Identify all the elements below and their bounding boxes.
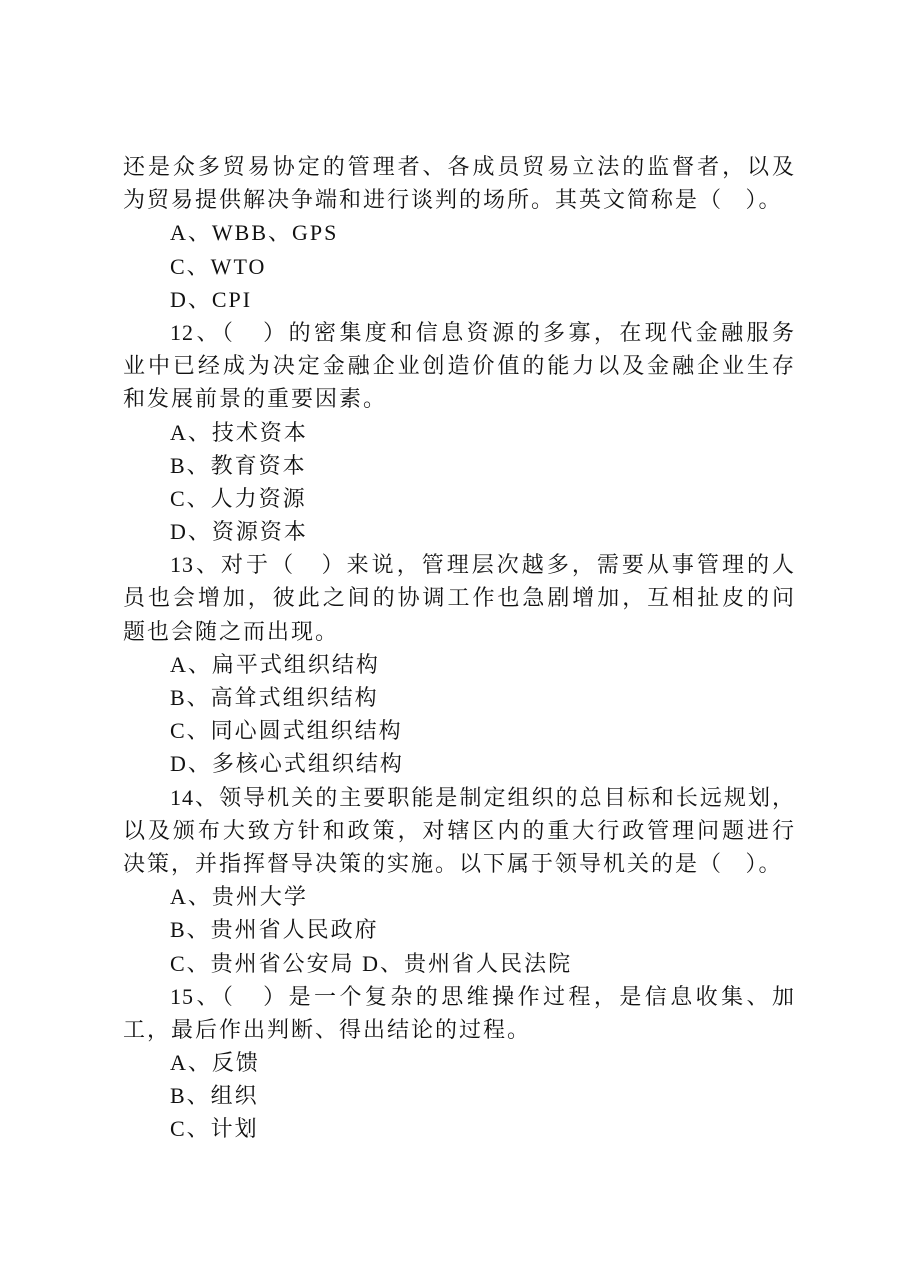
question-stem-line: 业中已经成为决定金融企业创造价值的能力以及金融企业生存 xyxy=(123,353,795,379)
question-stem-line: 还是众多贸易协定的管理者、各成员贸易立法的监督者，以及 xyxy=(123,154,795,179)
question-stem-line: 13、对于（ ）来说，管理层次越多，需要从事管理的人 xyxy=(170,552,795,578)
option-c-d: C、贵州省公安局 D、贵州省人民法院 xyxy=(170,950,573,976)
option-a: A、反馈 xyxy=(170,1050,260,1076)
question-stem-line: 以及颁布大致方针和政策，对辖区内的重大行政管理问题进行 xyxy=(123,817,795,843)
option-a: A、技术资本 xyxy=(170,419,308,445)
option-b: B、组织 xyxy=(170,1083,259,1109)
option-d: D、多核心式组织结构 xyxy=(170,751,404,777)
option-c: C、计划 xyxy=(170,1116,259,1142)
question-13 xyxy=(123,548,795,780)
option-b: B、高耸式组织结构 xyxy=(170,685,379,710)
option-b: B、教育资本 xyxy=(170,452,307,478)
question-stem-line: 工，最后作出判断、得出结论的过程。 xyxy=(123,1016,532,1042)
option-c: C、人力资源 xyxy=(170,485,307,511)
question-12 xyxy=(123,316,795,548)
option-a: A、WBB、GPS xyxy=(170,220,339,246)
question-stem-line: 15、（ ）是一个复杂的思维操作过程，是信息收集、加 xyxy=(170,983,795,1009)
question-stem-line: 决策，并指挥督导决策的实施。以下属于领导机关的是（ ）。 xyxy=(123,850,783,876)
option-c: C、WTO xyxy=(170,253,267,279)
option-d: D、资源资本 xyxy=(170,519,308,545)
option-a: A、扁平式组织结构 xyxy=(170,651,380,677)
question-stem-line: 12、（ ）的密集度和信息资源的多寡，在现代金融服务 xyxy=(170,319,795,345)
question-stem-line: 题也会随之而出现。 xyxy=(123,618,340,644)
option-c: C、同心圆式组织结构 xyxy=(170,718,403,744)
question-11-continued xyxy=(123,150,795,316)
option-a: A、贵州大学 xyxy=(170,884,308,910)
question-15 xyxy=(123,980,795,1146)
document-page xyxy=(123,150,795,1146)
question-14 xyxy=(123,781,795,980)
question-stem-line: 和发展前景的重要因素。 xyxy=(123,386,388,412)
option-d: D、CPI xyxy=(170,286,253,312)
question-stem-line: 员也会增加，彼此之间的协调工作也急剧增加，互相扯皮的问 xyxy=(123,585,795,611)
option-b: B、贵州省人民政府 xyxy=(170,917,379,943)
question-stem-line: 为贸易提供解决争端和进行谈判的场所。其英文简称是（ ）。 xyxy=(123,187,783,213)
question-stem-line: 14、领导机关的主要职能是制定组织的总目标和长远规划， xyxy=(170,784,795,810)
